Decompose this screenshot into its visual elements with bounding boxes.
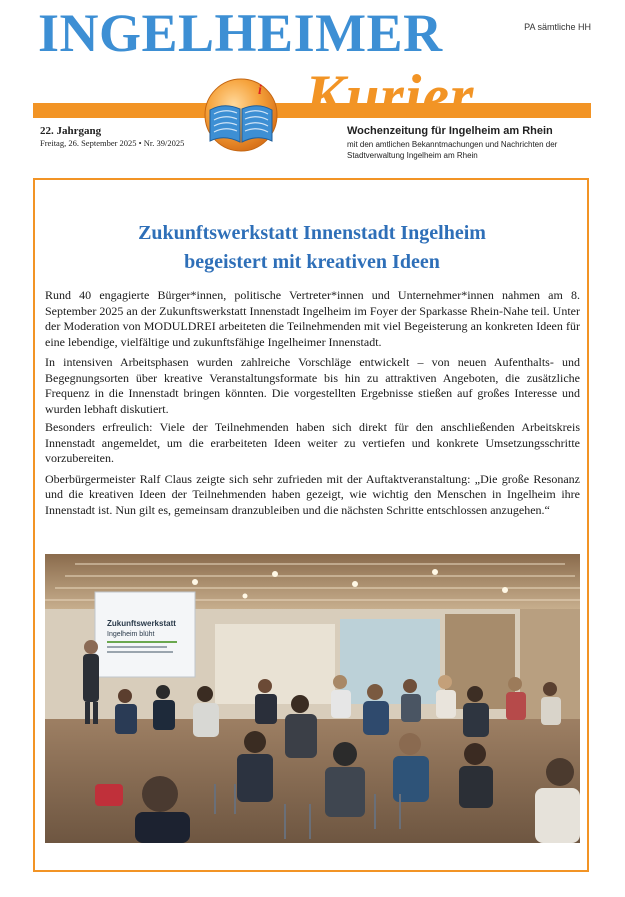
open-book-icon bbox=[202, 76, 280, 154]
tagline-block bbox=[347, 125, 592, 161]
tagline-main: Wochenzeitung für Ingelheim am Rhein bbox=[347, 125, 553, 137]
pa-note: PA sämtliche HH bbox=[524, 22, 591, 32]
event-photo bbox=[45, 554, 580, 843]
masthead-subtitle: Kurier bbox=[305, 63, 475, 129]
slide-title: Zukunftswerkstatt bbox=[107, 619, 176, 628]
paragraph: Rund 40 engagierte Bürger*innen, politische Vertreter*innen und Unternehmer*innen nahmen am 8. September 2025 an der Zukunftswerkstatt Innenstadt Ingelheim im Foyer der Sparkasse Rhein-Nahe teil. Unter der Moderation von MODULDREI arbeiteten die Teilnehmenden mit viel Begeisterung an konkreten Ideen für eine lebendige, vielfältige und zukunftsfähige Ingelheimer Innenstadt. bbox=[45, 288, 580, 349]
masthead-title: INGELHEIMER bbox=[38, 3, 443, 63]
tagline-sub bbox=[347, 139, 592, 161]
article-body bbox=[45, 288, 580, 523]
issue-date-number: Freitag, 26. September 2025 • Nr. 39/2025 bbox=[40, 138, 185, 148]
slide-subtitle: Ingelheim blüht bbox=[107, 631, 155, 638]
volume-label: 22. Jahrgang bbox=[40, 125, 102, 137]
paragraph: Besonders erfreulich: Viele der Teilnehmenden haben sich direkt für den anschließenden Arbeitskreis Innenstadt angemeldet, um die erarbeiteten Ideen weiter zu vertiefen und konkrete Umsetzungsschritte vorzubereiten. bbox=[45, 420, 580, 465]
paragraph: Oberbürgermeister Ralf Claus zeigte sich sehr zufrieden mit der Auftaktveranstaltung: „Die große Resonanz und die kreativen Ideen der Teilnehmenden haben gezeigt, wie wichtig den Menschen in Ingelheim ihre Innenstadt ist. Nun gilt es, gemeinsam dranzubleiben und die nächsten Schritte entschlossen anzugehen.“ bbox=[45, 471, 580, 517]
headline-line-1: Zukunftswerkstatt Innenstadt Ingelheim bbox=[138, 222, 486, 244]
tagline-sub-line2: Stadtverwaltung Ingelheim am Rhein bbox=[347, 151, 478, 160]
svg-text:i: i bbox=[258, 83, 262, 98]
issue-info bbox=[40, 125, 184, 148]
headline-line-2: begeistert mit kreativen Ideen bbox=[184, 251, 440, 273]
tagline-sub-line1: mit den amtlichen Bekanntmachungen und Nachrichten der bbox=[347, 140, 558, 149]
paragraph: In intensiven Arbeitsphasen wurden zahlreiche Vorschläge entwickelt – von neuen Aufenthalts- und Begegnungsorten über kreative Veranstaltungsformate bis hin zu attraktiven Angeboten, die zusätzliche Frequenz in die Innenstadt bringen könnten. Die vorgestellten Ergebnisse stießen auf großes Interesse und wurden lebhaft diskutiert. bbox=[45, 355, 580, 416]
article-headline bbox=[40, 219, 584, 277]
